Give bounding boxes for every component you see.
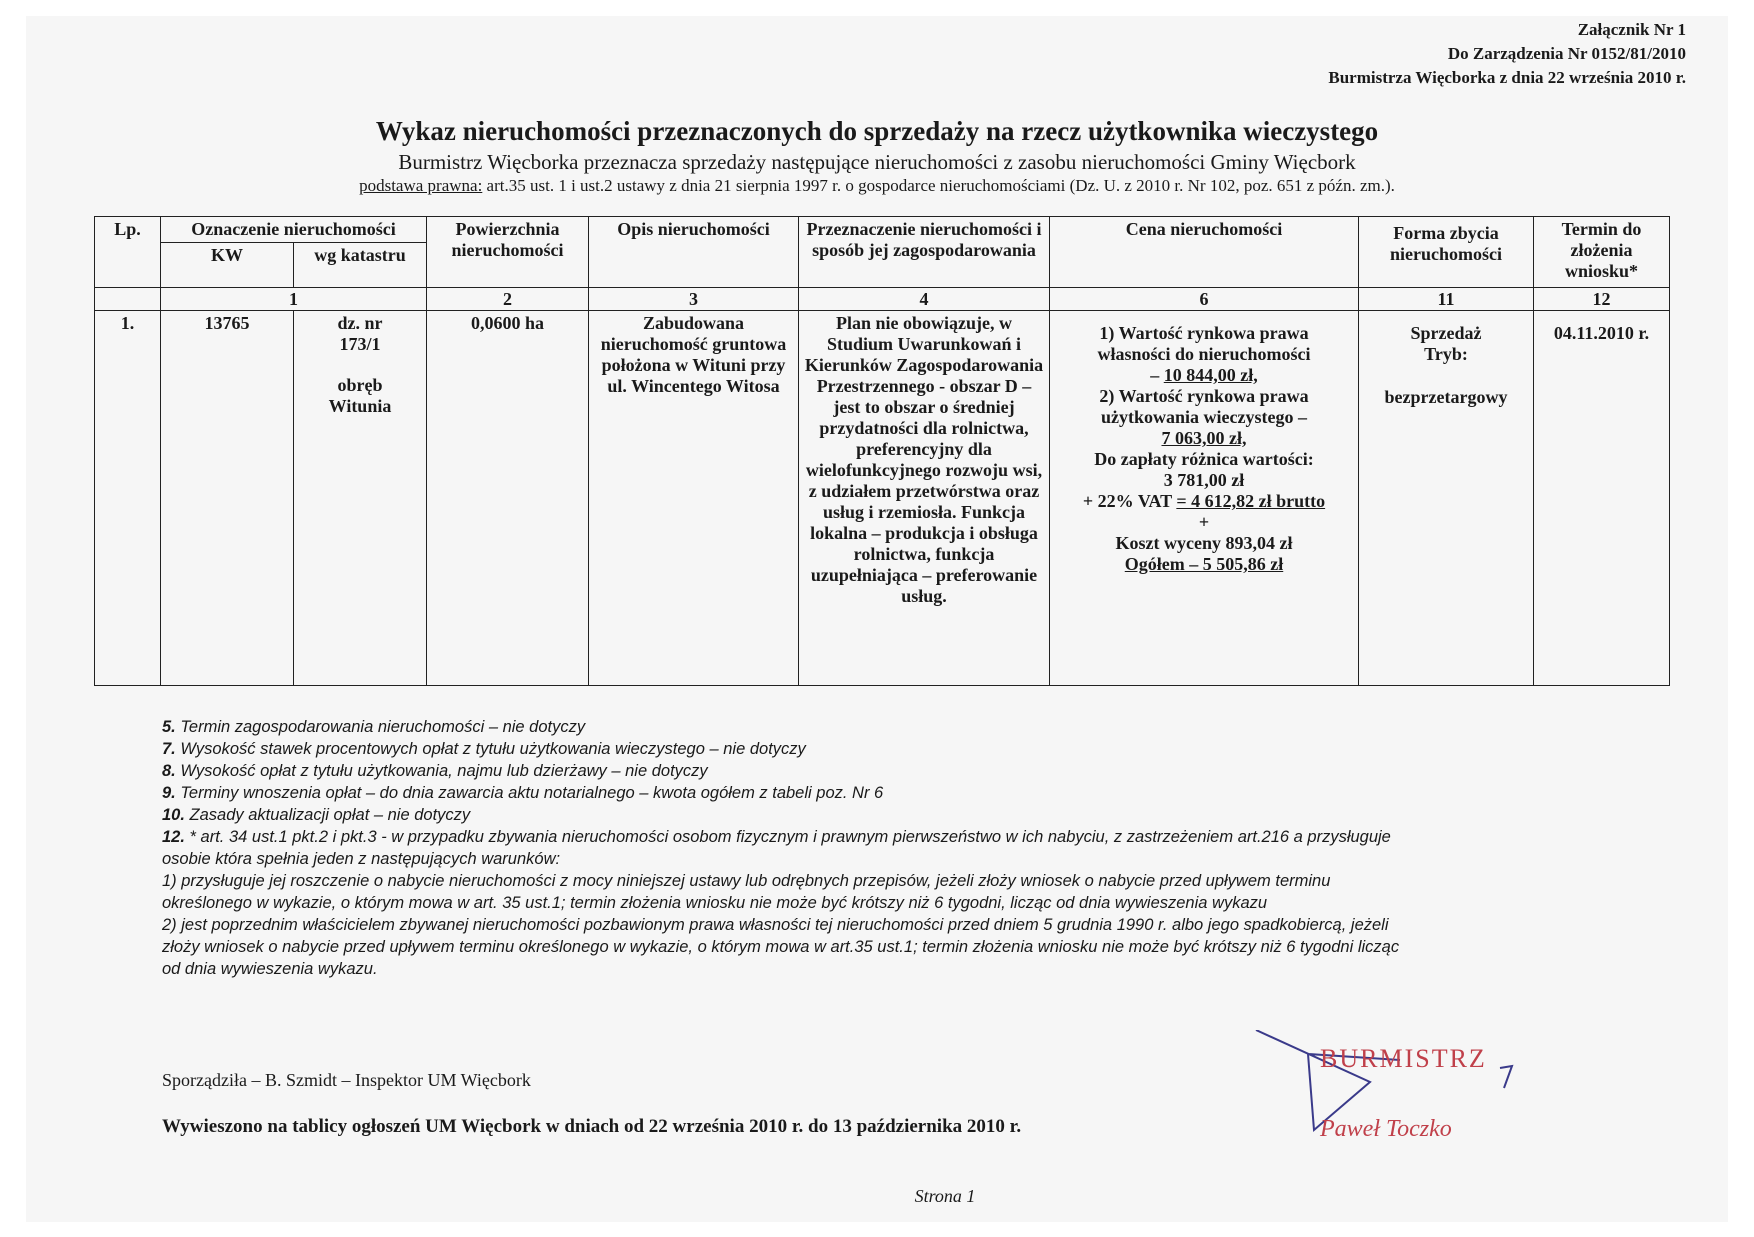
note-number: 8. (162, 762, 176, 780)
index-cell-12: 12 (1534, 288, 1670, 311)
price-line-2: własności do nieruchomości (1097, 344, 1311, 364)
mayor-stamp (1250, 1030, 1530, 1150)
price-line-1: 1) Wartość rynkowa prawa (1099, 323, 1309, 343)
price-gross-value: = 4 612,82 zł brutto (1176, 491, 1326, 511)
form-line2: Tryb: (1424, 344, 1468, 364)
cell-area: 0,0600 ha (427, 311, 589, 686)
note-number: 10. (162, 806, 185, 824)
cell-cadastre (294, 311, 427, 686)
header-designation: Oznaczenie nieruchomości (161, 217, 427, 243)
document-title: Wykaz nieruchomości przeznaczonych do sprzedaży na rzecz użytkownika wieczystego (375, 116, 1379, 146)
note-item (162, 804, 1422, 826)
cell-price (1050, 311, 1359, 686)
header-form: Forma zbycia nieruchomości (1359, 217, 1534, 288)
index-cell-4: 4 (799, 288, 1050, 311)
header-kw: KW (161, 243, 294, 288)
index-cell-2: 2 (427, 288, 589, 311)
legal-basis-label: podstawa prawna: (359, 176, 483, 195)
note-number: 12. (162, 828, 185, 846)
price-dash: – (1150, 365, 1164, 385)
note-item (162, 716, 1422, 738)
precinct-line2: Witunia (328, 396, 392, 416)
cell-deadline: 04.11.2010 r. (1534, 311, 1670, 686)
legal-basis (52, 176, 1702, 196)
price-difference: 3 781,00 zł (1163, 470, 1245, 490)
plot-line1: dz. nr (337, 313, 383, 333)
note-number: 9. (162, 784, 176, 802)
index-cell-lp (95, 288, 161, 311)
legal-basis-text: art.35 ust. 1 i ust.2 ustawy z dnia 21 sierpnia 1997 r. o gospodarce nieruchomościami (Dz. U. z 2010 r. Nr 102, poz. 651 z późn. zm.). (482, 176, 1395, 195)
note-text: * art. 34 ust.1 pkt.2 i pkt.3 - w przypadku zbywania nieruchomości osobom fizycznym i prawnym pierwszeństwo w ich nabyciu, z zastrzeżeniem art.216 a przysługuje osobie która spełnia jeden z następujących warunków: (162, 828, 1391, 868)
index-cell-6: 6 (1050, 288, 1359, 311)
note-text: Termin zagospodarowania nieruchomości – nie dotyczy (175, 718, 586, 736)
price-valuation-cost: Koszt wyceny 893,04 zł (1115, 533, 1293, 553)
price-line-4: 2) Wartość rynkowa prawa (1099, 386, 1309, 406)
document-subtitle: Burmistrz Więcborka przeznacza sprzedaży następujące nieruchomości z zasobu nieruchomości Gminy Więcbork (398, 150, 1356, 174)
index-cell-11: 11 (1359, 288, 1534, 311)
index-cell-3: 3 (589, 288, 799, 311)
cell-lp: 1. (95, 311, 161, 686)
attachment-line2: Do Zarządzenia Nr 0152/81/2010 (1447, 44, 1686, 63)
note-text: Wysokość stawek procentowych opłat z tytułu użytkowania wieczystego – nie dotyczy (175, 740, 806, 758)
note-item (162, 782, 1422, 804)
cell-description: Zabudowana nieruchomość gruntowa położona w Wituni przy ul. Wincentego Witosa (589, 311, 799, 686)
table-row (95, 311, 1670, 686)
price-usufruct-value: 7 063,00 zł, (1161, 428, 1247, 448)
note-text: Terminy wnoszenia opłat – do dnia zawarcia aktu notarialnego – kwota ogółem z tabeli poz. Nr 6 (175, 784, 884, 802)
precinct-line1: obręb (337, 375, 383, 395)
note-text: Zasady aktualizacji opłat – nie dotyczy (184, 806, 471, 824)
price-line-3 (1053, 365, 1355, 386)
attachment-line1: Załącznik Nr 1 (1577, 20, 1686, 39)
posting-notice: Wywieszono na tablicy ogłoszeń UM Więcbork w dniach od 22 września 2010 r. do 13 października 2010 r. (162, 1116, 1022, 1137)
cell-form (1359, 311, 1534, 686)
header-area: Powierzchnia nieruchomości (427, 217, 589, 288)
price-vat-line (1053, 491, 1355, 512)
index-cell-1: 1 (161, 288, 427, 311)
header-description: Opis nieruchomości (589, 217, 799, 288)
price-line-7: Do zapłaty różnica wartości: (1094, 449, 1314, 469)
attachment-line3: Burmistrza Więcborka z dnia 22 września 2010 r. (1328, 68, 1686, 87)
form-line1: Sprzedaż (1410, 323, 1482, 343)
page-number: Strona 1 (914, 1186, 976, 1206)
property-table (94, 216, 1670, 686)
prepared-by: Sporządziła – B. Szmidt – Inspektor UM Więcbork (162, 1070, 531, 1090)
price-ownership-value: 10 844,00 zł, (1163, 365, 1258, 385)
table-index-row (95, 288, 1670, 311)
stamp-name: Paweł Toczko (1320, 1116, 1452, 1142)
price-vat-label: + 22% VAT (1082, 491, 1177, 511)
note-item (162, 738, 1422, 760)
header-deadline: Termin do złożenia wniosku* (1534, 217, 1670, 288)
cell-kw: 13765 (161, 311, 294, 686)
note-item (162, 826, 1422, 870)
note-text: Wysokość opłat z tytułu użytkowania, najmu lub dzierżawy – nie dotyczy (175, 762, 708, 780)
plot-line2: 173/1 (339, 334, 381, 354)
notes-section (162, 716, 1422, 980)
stamp-title: BURMISTRZ (1320, 1044, 1487, 1073)
table-header-row (95, 217, 1670, 243)
header-purpose: Przeznaczenie nieruchomości i sposób jej zagospodarowania (799, 217, 1050, 288)
note-number: 7. (162, 740, 176, 758)
header-cadastre: wg katastru (294, 243, 427, 288)
condition-item: 2) jest poprzednim właścicielem zbywanej nieruchomości pozbawionym prawa własności tej nieruchomości przed dniem 5 grudnia 1990 r. albo jego spadkobiercą, jeżeli złoży wniosek o nabycie przed upływem terminu określonego w wykazie, o którym mowa w art.35 ust.1; termin złożenia wniosku nie może być krótszy niż 6 tygodni licząc od dnia wywieszenia wykazu. (162, 916, 1400, 978)
condition-item: 1) przysługuje jej roszczenie o nabycie nieruchomości z mocy niniejszej ustawy lub odrębnych przepisów, jeżeli złoży wniosek o nabycie przed upływem terminu określonego w wykazie, o którym mowa w art. 35 ust.1; termin złożenia wniosku nie może być krótszy niż 6 tygodni, licząc od dnia wywieszenia wykazu (162, 872, 1331, 912)
note-item (162, 760, 1422, 782)
price-total: Ogółem – 5 505,86 zł (1124, 554, 1284, 574)
attachment-header (1328, 18, 1686, 90)
header-price: Cena nieruchomości (1050, 217, 1359, 288)
form-line3: bezprzetargowy (1384, 387, 1508, 407)
price-plus: + (1198, 512, 1210, 532)
note-number: 5. (162, 718, 176, 736)
price-line-5: użytkowania wieczystego – (1101, 407, 1307, 427)
cell-purpose: Plan nie obowiązuje, w Studium Uwarunkowań i Kierunków Zagospodarowania Przestrzennego - obszar D – jest to obszar o średniej przydatności dla rolnictwa, preferencyjny dla wielofunkcyjnego rozwoju wsi, z udziałem przetwórstwa oraz usług i rzemiosła. Funkcja lokalna – produkcja i obsługa rolnictwa, funkcja uzupełniająca – preferowanie usług. (799, 311, 1050, 686)
header-lp: Lp. (95, 217, 161, 288)
